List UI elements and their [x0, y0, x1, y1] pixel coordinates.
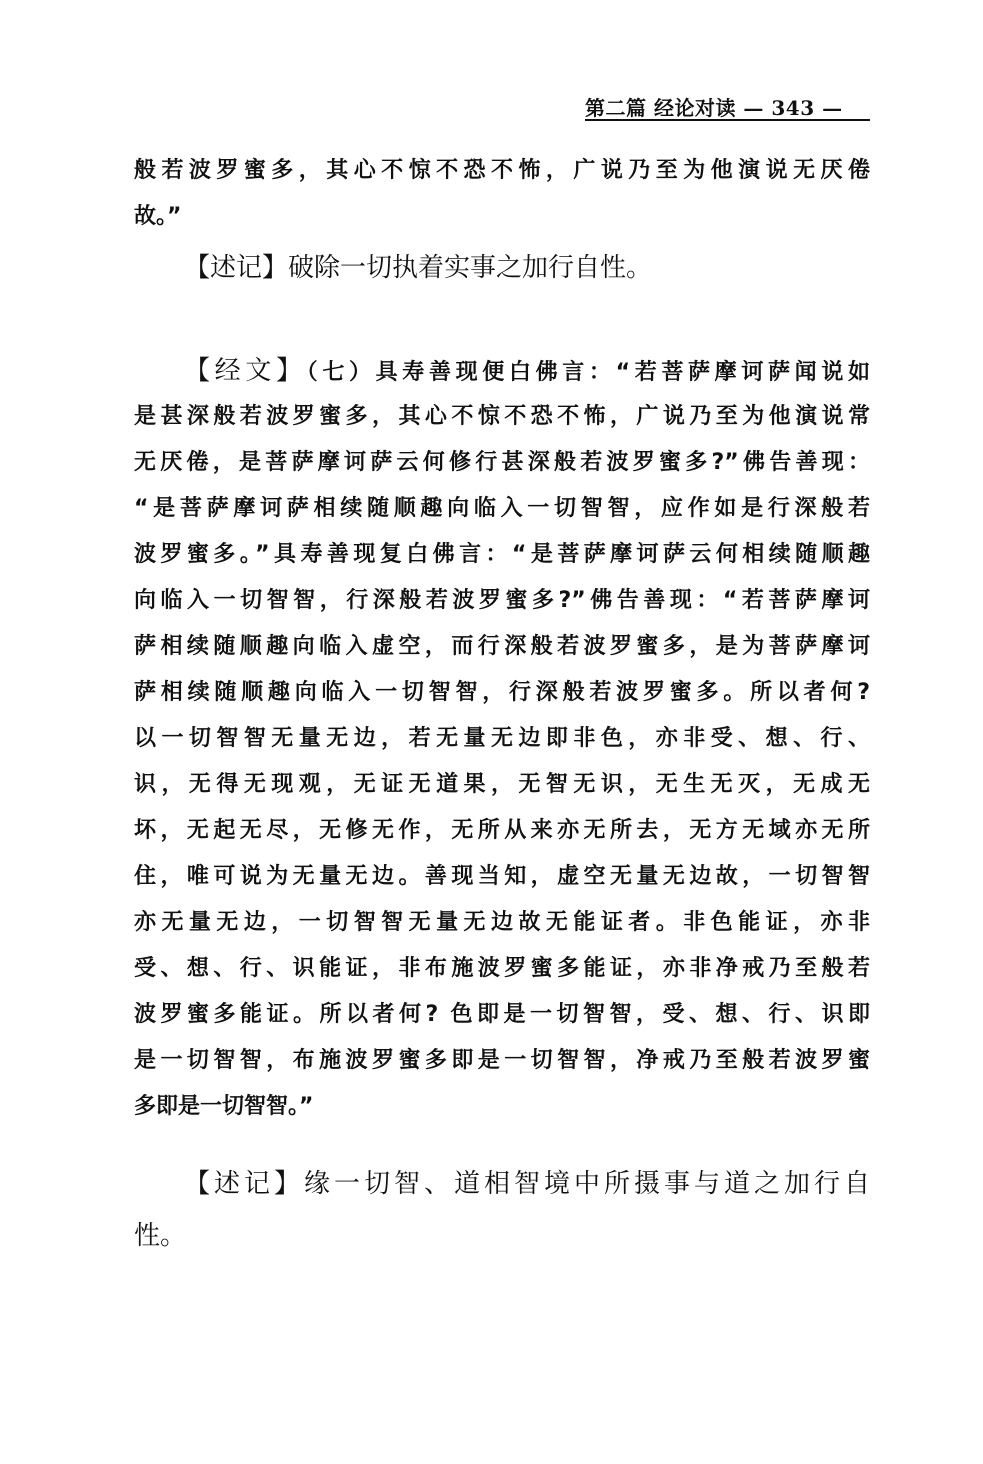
commentary-line — [134, 1158, 870, 1210]
text-line: 受、想、行、识能证，非布施波罗蜜多能证，亦非净戒乃至般若 — [134, 956, 870, 981]
text-line: “是菩萨摩诃萨相续随顺趣向临入一切智智，应作如是行深般若 — [134, 496, 870, 521]
text-line: 般若波罗蜜多，其心不惊不恐不怖，广说乃至为他演说无厌倦 — [134, 158, 870, 183]
text-line: 是一切智智，布施波罗蜜多即是一切智智，净戒乃至般若波罗蜜 — [134, 1048, 870, 1073]
commentary-2 — [134, 1158, 870, 1262]
text-line: 萨相续随顺趣向临入虚空，而行深般若波罗蜜多，是为菩萨摩诃 — [134, 634, 870, 659]
commentary-line: 性。 — [134, 1221, 187, 1251]
commentary-text: 缘一切智、道相智境中所摄事与道之加行自 — [304, 1169, 870, 1199]
sutra-paragraph — [134, 348, 870, 1130]
header-rule — [585, 119, 870, 121]
commentary-line — [134, 242, 870, 294]
text-line: 坏，无起无尽，无修无作，无所从来亦无所去，无方无域亦无所 — [134, 818, 870, 843]
text-line: 故。” — [134, 204, 182, 229]
text-line: 识，无得无现观，无证无道果，无智无识，无生无灭，无成无 — [134, 772, 870, 797]
text-line: 萨相续随顺趣向临入一切智智，行深般若波罗蜜多。所以者何? — [134, 680, 870, 705]
commentary-text: 破除一切执着实事之加行自性。 — [288, 253, 653, 283]
commentary-label: 【述记】 — [184, 1169, 304, 1199]
header-text: 第二篇 经论对读 — 343 — — [585, 96, 843, 120]
text-line: 波罗蜜多。”具寿善现复白佛言：“是菩萨摩诃萨云何相续随顺趣 — [134, 542, 870, 567]
sutra-label: 【经文】 — [184, 356, 307, 386]
text-line: 亦无量无边，一切智智无量无边故无能证者。非色能证，亦非 — [134, 910, 870, 935]
text-line: 是甚深般若波罗蜜多，其心不惊不恐不怖，广说乃至为他演说常 — [134, 404, 870, 429]
text-line: 以一切智智无量无边，若无量无边即非色，亦非受、想、行、 — [134, 726, 870, 751]
sutra-first-line: （七）具寿善现便白佛言：“若菩萨摩诃萨闻说如 — [306, 360, 870, 385]
text-line: 波罗蜜多能证。所以者何? 色即是一切智智，受、想、行、识即 — [134, 1002, 870, 1027]
continued-paragraph — [134, 148, 870, 240]
text-line: 多即是一切智智。” — [134, 1094, 314, 1119]
text-line — [134, 348, 870, 394]
text-line: 向临入一切智智，行深般若波罗蜜多?”佛告善现：“若菩萨摩诃 — [134, 588, 870, 613]
commentary-1 — [134, 242, 870, 294]
commentary-label: 【述记】 — [184, 253, 289, 283]
text-line: 无厌倦，是菩萨摩诃萨云何修行甚深般若波罗蜜多?”佛告善现： — [134, 450, 870, 475]
text-line: 住，唯可说为无量无边。善现当知，虚空无量无边故，一切智智 — [134, 864, 870, 889]
running-header — [585, 92, 870, 122]
